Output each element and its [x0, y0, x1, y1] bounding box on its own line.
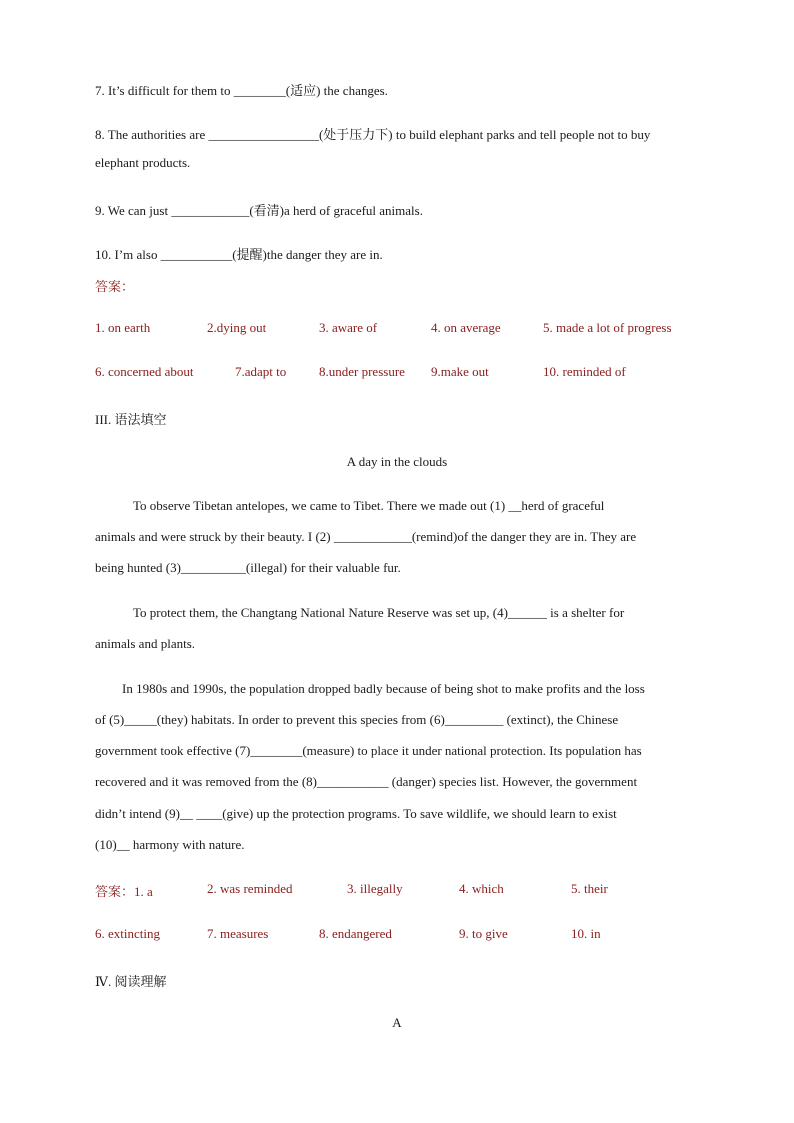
grammar-answer: 7. measures — [207, 926, 269, 941]
question-8-continued: elephant products. — [95, 155, 191, 170]
passage-line: (10)__ harmony with nature. — [95, 837, 245, 852]
grammar-answer: 4. which — [459, 881, 504, 896]
passage-line: In 1980s and 1990s, the population dropped badly because of being shot to make profits and the loss — [122, 681, 645, 696]
vocab-answer: 4. on average — [431, 320, 501, 335]
passage-line: animals and were struck by their beauty. I (2) ____________(remind)of the danger they are in. They are — [95, 529, 637, 544]
passage-line: government took effective (7)________(measure) to place it under national protection. Its population has — [95, 743, 642, 758]
passage-line: To protect them, the Changtang National Nature Reserve was set up, (4)______ is a shelter for — [133, 605, 625, 620]
vocab-answer: 9.make out — [431, 364, 489, 379]
question-10: 10. I’m also ___________(提醒)the danger they are in. — [95, 247, 383, 262]
question-8: 8. The authorities are _________________(处于压力下) to build elephant parks and tell people not to buy — [95, 127, 651, 142]
grammar-answer: 8. endangered — [319, 926, 392, 941]
vocab-answer: 6. concerned about — [95, 364, 194, 379]
section-4-passage-label: A — [392, 1015, 402, 1030]
grammar-answer: 10. in — [571, 926, 601, 941]
vocab-answer: 5. made a lot of progress — [543, 320, 672, 335]
passage-line: of (5)_____(they) habitats. In order to prevent this species from (6)_________ (extinct), the Chinese — [95, 712, 619, 727]
grammar-answer: 答案：1. a — [95, 884, 153, 899]
vocab-answer: 10. reminded of — [543, 364, 626, 379]
passage-line: recovered and it was removed from the (8)___________ (danger) species list. However, the government — [95, 774, 638, 789]
grammar-answer: 9. to give — [459, 926, 508, 941]
passage-line: animals and plants. — [95, 636, 196, 651]
grammar-answer: 6. extincting — [95, 926, 160, 941]
question-7: 7. It’s difficult for them to ________(适应) the changes. — [95, 83, 388, 98]
passage-line: being hunted (3)__________(illegal) for their valuable fur. — [95, 560, 401, 575]
vocab-answer-label: 答案： — [95, 279, 135, 294]
grammar-answer: 3. illegally — [347, 881, 403, 896]
vocab-answer: 1. on earth — [95, 320, 151, 335]
question-9: 9. We can just ____________(看清)a herd of graceful animals. — [95, 203, 423, 218]
grammar-answer: 2. was reminded — [207, 881, 293, 896]
passage-line: To observe Tibetan antelopes, we came to Tibet. There we made out (1) __herd of graceful — [133, 498, 605, 513]
vocab-answer: 3. aware of — [319, 320, 378, 335]
section-3-heading: III. 语法填空 — [95, 412, 167, 427]
passage-line: didn’t intend (9)__ ____(give) up the protection programs. To save wildlife, we should learn to exist — [95, 806, 617, 821]
vocab-answer: 2.dying out — [207, 320, 267, 335]
vocab-answer: 8.under pressure — [319, 364, 405, 379]
section-4-heading: Ⅳ. 阅读理解 — [95, 974, 167, 989]
passage-title: A day in the clouds — [346, 454, 448, 469]
vocab-answer: 7.adapt to — [235, 364, 287, 379]
grammar-answer: 5. their — [571, 881, 608, 896]
